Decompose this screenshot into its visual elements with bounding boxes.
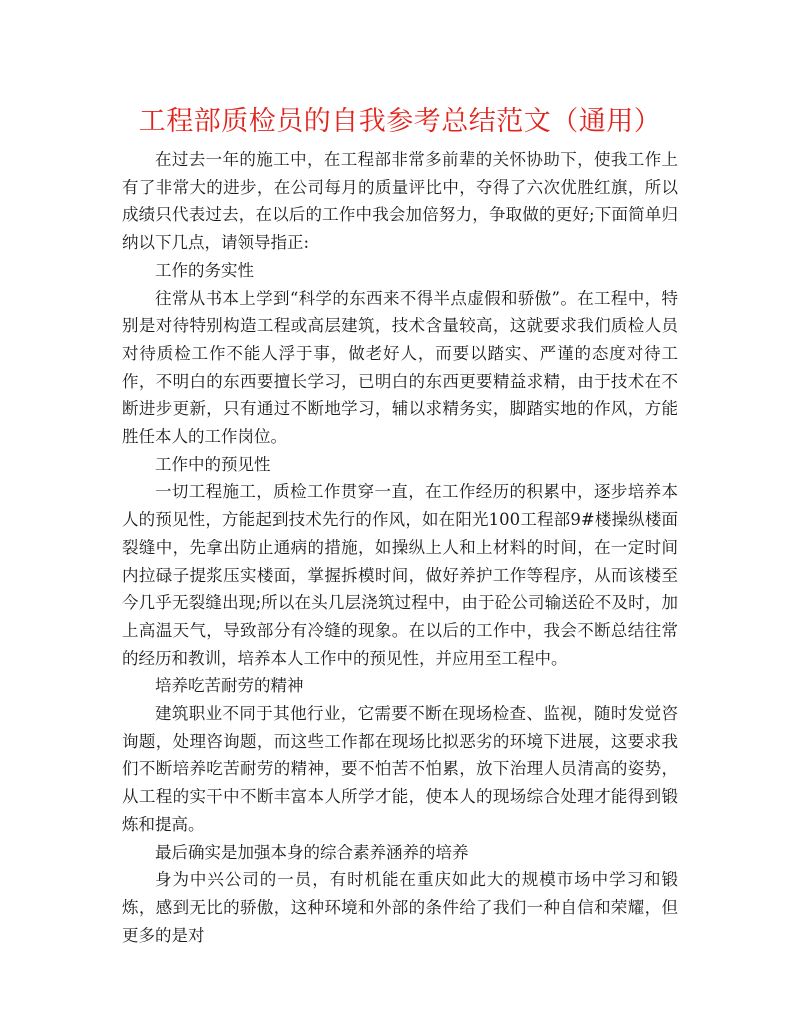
document-body [122, 146, 678, 949]
paragraph-hardwork: 建筑职业不同于其他行业，它需要不断在现场检查、监视，随时发觉咨询题，处理咨询题，而这些工作都在现场比拟恶劣的环境下进展，这要求我们不断培养吃苦耐劳的精神，要不怕苦不怕累，放下治理人员清高的姿势，从工程的实干中不断丰富本人所学才能，使本人的现场综合处理才能得到锻炼和提高。 [122, 704, 678, 834]
section-heading-hardwork: 培养吃苦耐劳的精神 [155, 676, 304, 696]
paragraph-quality: 身为中兴公司的一员，有时机能在重庆如此大的规模市场中学习和锻炼，感到无比的骄傲，这种环境和外部的条件给了我们一种自信和荣耀，但更多的是对 [122, 870, 678, 945]
section-heading-practicality: 工作的务实性 [155, 260, 254, 280]
document-title: 工程部质检员的自我参考总结范文（通用） [138, 106, 662, 137]
paragraph-practicality: 往常从书本上学到“科学的东西来不得半点虚假和骄傲”。在工程中，特别是对待特别构造工程或高层建筑，技术含量较高，这就要求我们质检人员对待质检工作不能人浮于事，做老好人，而要以踏实、严谨的态度对待工作，不明白的东西要擅长学习，已明白的东西更要精益求精，由于技术在不断进步更新，只有通过不断地学习，辅以求精务实，脚踏实地的作风，方能胜任本人的工作岗位。 [122, 288, 678, 447]
paragraph-foresight: 一切工程施工，质检工作贯穿一直，在工作经历的积累中，逐步培养本人的预见性，方能起到技术先行的作风，如在阳光100工程部9#楼操纵楼面裂缝中，先拿出防止通病的措施，如操纵上人和上材料的时间，在一定时间内拉碌子提浆压实楼面，掌握拆模时间，做好养护工作等程序，从而该楼至今几乎无裂缝出现;所以在头几层浇筑过程中，由于砼公司输送砼不及时，加上高温天气，导致部分有冷缝的现象。在以后的工作中，我会不断总结往常的经历和教训，培养本人工作中的预见性，并应用至工程中。 [122, 482, 678, 668]
paragraph-intro: 在过去一年的施工中，在工程部非常多前辈的关怀协助下，使我工作上有了非常大的进步，在公司每月的质量评比中，夺得了六次优胜红旗，所以成绩只代表过去，在以后的工作中我会加倍努力，争取做的更好;下面简单归纳以下几点，请领导指正: [122, 150, 678, 253]
section-heading-foresight: 工作中的预见性 [155, 454, 271, 474]
section-heading-quality: 最后确实是加强本身的综合素养涵养的培养 [155, 842, 469, 862]
